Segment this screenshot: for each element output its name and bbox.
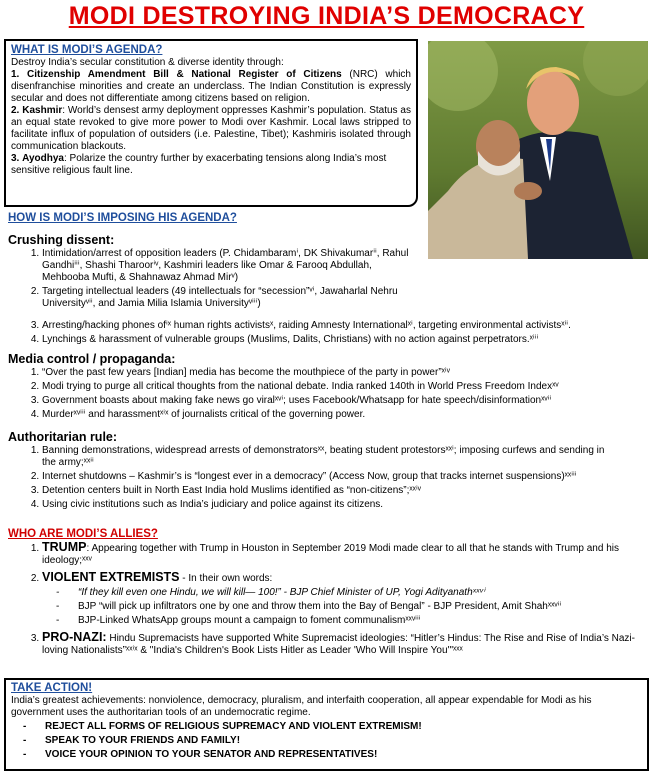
authoritarian-rule-title: Authoritarian rule: bbox=[8, 430, 118, 444]
imposing-heading: HOW IS MODI’S IMPOSING HIS AGENDA? bbox=[8, 212, 237, 224]
agenda-item-text: which disenfranchise minorities and create an underclass. The Indian Constitution is expressly secular and does not differentiate among citizens based on religion. bbox=[11, 69, 411, 104]
agenda-item-lead: Kashmir bbox=[22, 105, 63, 116]
authoritarian-rule-section bbox=[8, 430, 618, 513]
agenda-item-1 bbox=[11, 69, 411, 105]
agenda-item-num: 2. bbox=[11, 105, 20, 116]
modi-trump-photo bbox=[428, 41, 648, 259]
ally-lead: VIOLENT EXTREMISTS bbox=[42, 570, 180, 584]
allies-heading: WHO ARE MODI’S ALLIES? bbox=[8, 528, 158, 540]
ally-item-trump bbox=[42, 541, 638, 567]
action-item: - REJECT ALL FORMS OF RELIGIOUS SUPREMACY AND VIOLENT EXTREMISM! bbox=[45, 721, 642, 733]
agenda-item-2 bbox=[11, 105, 411, 153]
quote-item: - BJP “will pick up infiltrators one by one and throw them into the Bay of Bengal” - BJP President, Amit Shahˣˣᵛⁱⁱ bbox=[78, 601, 638, 613]
agenda-box bbox=[4, 39, 418, 207]
list-item: 1. “Over the past few years [Indian] media has become the mouthpiece of the party in power”ˣⁱᵛ bbox=[42, 367, 648, 379]
page-title: MODI DESTROYING INDIA’S DEMOCRACY bbox=[68, 2, 585, 30]
list-item: 4. Using civic institutions such as India’s judiciary and police against its citizens. bbox=[42, 499, 618, 511]
allies-section bbox=[8, 527, 638, 661]
agenda-item-text: : World’s densest army deployment oppresses Kashmir’s population. Status as an equal state revoked to give more power to Modi over Kashmir. Local laws stripped to facilitate influx of population of outsiders (i.e. Palestine, Tibet); Kashmiris isolated through communication blackouts. bbox=[11, 105, 411, 152]
quote-item: - BJP-Linked WhatsApp groups mount a campaign to foment communalismˣˣᵛⁱⁱⁱ bbox=[78, 615, 638, 627]
agenda-item-num: 1. bbox=[11, 69, 20, 80]
list-item: 2. Modi trying to purge all critical thoughts from the national debate. India ranked 140th in World Press Freedom Indexˣᵛ bbox=[42, 381, 648, 393]
take-action-text: India’s greatest achievements: nonviolence, democracy, pluralism, and interfaith cooperation, all appear expendable for Modi as his government uses the authoritarian tools of an undemocratic regime. bbox=[11, 695, 592, 718]
ally-text: - In their own words: bbox=[179, 573, 273, 584]
list-item: 3. Arresting/hacking phones ofⁱˣ human rights activistsˣ, raiding Amnesty Internationalˣⁱ, targeting environmental activistsˣⁱⁱ. bbox=[42, 320, 648, 332]
list-item: 4. Murderˣᵛⁱⁱⁱ and harassmentˣⁱˣ of journalists critical of the governing power. bbox=[42, 409, 648, 421]
agenda-intro: Destroy India’s secular constitution & diverse identity through: bbox=[11, 57, 284, 68]
photo-illustration bbox=[428, 41, 648, 259]
agenda-item-lead: Ayodhya bbox=[22, 153, 64, 164]
list-item: 2. Targeting intellectual leaders (49 intellectuals for “secession”ᵛⁱ, Jawaharlal Nehru Universityᵛⁱⁱ, and Jamia Milia Islamia Universityᵛⁱⁱⁱ) bbox=[42, 286, 420, 310]
list-item: 1. Banning demonstrations, widespread arrests of demonstratorsˣˣ, beating student protestorsˣˣⁱ; imposing curfews and sending in the army;ˣˣⁱⁱ bbox=[42, 445, 618, 469]
agenda-item-3 bbox=[11, 153, 411, 177]
take-action-box bbox=[4, 678, 649, 771]
list-item: 4. Lynchings & harassment of vulnerable groups (Muslims, Dalits, Christians) with no action against perpetrators.ˣⁱⁱⁱ bbox=[42, 334, 648, 346]
ally-text: Hindu Supremacists have supported White Supremacist ideologies: “Hitler’s Hindus: The Rise and Rise of India’s Nazi-loving Nationalists”ˣˣⁱˣ & "India's Children's Book Lists Hitler as Leader 'Who Will Inspire You'"ˣˣˣ bbox=[42, 633, 635, 656]
list-item: 1. Intimidation/arrest of opposition leaders (P. Chidambaramⁱ, DK Shivakumarⁱⁱ, Rahul Gandhiⁱⁱⁱ, Shashi Tharoorⁱᵛ, Kashmiri leaders like Omar & Farooq Abdullah, Mehbooba Mufti, & Shahnawaz Ahmad Mirᵛ) bbox=[42, 248, 420, 284]
list-item: 2. Internet shutdowns – Kashmir’s is “longest ever in a democracy” (Access Now, group that tracks internet suspensions)ˣˣⁱⁱⁱ bbox=[42, 471, 618, 483]
crushing-dissent-section bbox=[8, 233, 420, 312]
action-item: - SPEAK TO YOUR FRIENDS AND FAMILY! bbox=[45, 735, 642, 747]
ally-lead: TRUMP bbox=[42, 540, 87, 554]
agenda-item-text: : Polarize the country further by exacerbating tensions along India’s most sensitive religious fault line. bbox=[11, 153, 387, 176]
list-item: 3. Government boasts about making fake news go viralˣᵛⁱ; uses Facebook/Whatsapp for hate speech/disinformationˣᵛⁱⁱ bbox=[42, 395, 648, 407]
agenda-heading: WHAT IS MODI’S AGENDA? bbox=[11, 44, 163, 56]
agenda-item-lead: Citizenship Amendment Bill & National Register of Citizens bbox=[27, 69, 342, 80]
agenda-item-abbr: (NRC) bbox=[341, 69, 378, 80]
list-item: 3. Detention centers built in North East India hold Muslims identified as “non-citizens”;ˣˣⁱᵛ bbox=[42, 485, 618, 497]
take-action-heading: TAKE ACTION! bbox=[11, 682, 93, 694]
crushing-dissent-title: Crushing dissent: bbox=[8, 233, 115, 247]
ally-lead: PRO-NAZI: bbox=[42, 630, 107, 644]
media-control-section bbox=[8, 352, 648, 423]
ally-text: : Appearing together with Trump in Houston in September 2019 Modi made clear to all that he stands with Trump and his ideology;ˣˣᵛ bbox=[42, 543, 619, 566]
ally-item-pro-nazi bbox=[42, 631, 638, 657]
crushing-dissent-section-cont bbox=[8, 320, 648, 348]
action-item: - VOICE YOUR OPINION TO YOUR SENATOR AND REPRESENTATIVES! bbox=[45, 749, 642, 761]
quote-item: - “If they kill even one Hindu, we will kill— 100!” - BJP Chief Minister of UP, Yogi Adityanathˣˣᵛⁱ bbox=[78, 587, 638, 599]
media-control-title: Media control / propaganda: bbox=[8, 352, 176, 366]
ally-item-extremists bbox=[42, 571, 638, 627]
imposing-section bbox=[8, 212, 428, 225]
agenda-item-num: 3. bbox=[11, 153, 20, 164]
